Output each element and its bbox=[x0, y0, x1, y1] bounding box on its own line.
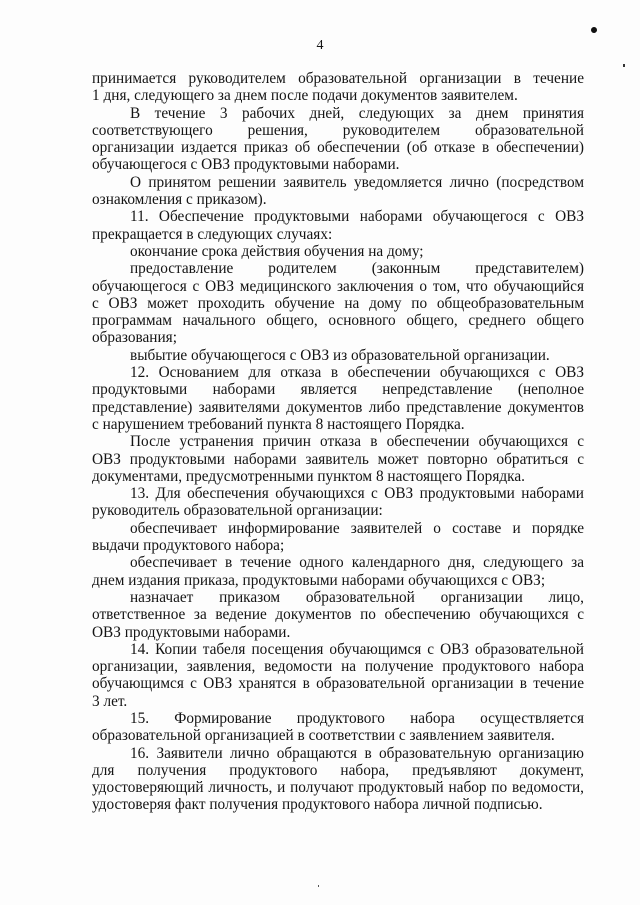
text-line: представление) заявителями документов либо представление документов bbox=[92, 398, 584, 416]
text-line: 1 дня, следующего за днем после подачи документов заявителем. bbox=[92, 87, 518, 105]
text-line: 14. Копии табеля посещения обучающимся с ОВЗ образовательной bbox=[130, 640, 584, 658]
text-line: назначает приказом образовательной организации лицо, bbox=[130, 588, 584, 606]
text-line: ответственное за ведение документов по обеспечению обучающихся с bbox=[92, 606, 584, 624]
text-line: В течение 3 рабочих дней, следующих за днем принятия bbox=[130, 104, 584, 122]
text-line: окончание срока действия обучения на дому; bbox=[130, 242, 424, 260]
text-line: предоставление родителем (законным представителем) bbox=[130, 260, 584, 278]
text-line: образования; bbox=[92, 329, 177, 347]
text-line: обеспечивает в течение одного календарного дня, следующего за bbox=[130, 554, 584, 572]
text-line: днем издания приказа, продуктовыми наборами обучающихся с ОВЗ; bbox=[92, 571, 546, 589]
text-line: О принятом решении заявитель уведомляется лично (посредством bbox=[130, 173, 584, 191]
text-line: с нарушением требований пункта 8 настоящего Порядка. bbox=[92, 415, 465, 433]
text-line: ознакомления с приказом). bbox=[92, 191, 267, 209]
page-number: 4 bbox=[316, 38, 324, 53]
text-line: организации издается приказ об обеспечении (об отказе в обеспечении) bbox=[92, 139, 584, 157]
text-line: руководитель образовательной организации: bbox=[92, 502, 383, 520]
text-line: ОВЗ продуктовыми наборами заявитель может повторно обратиться с bbox=[92, 450, 584, 468]
text-line: 16. Заявители лично обращаются в образовательную организацию bbox=[130, 744, 584, 762]
scan-mark bbox=[590, 26, 598, 34]
text-line: 11. Обеспечение продуктовыми наборами обучающегося с ОВЗ bbox=[130, 208, 584, 226]
text-line: обучающегося с ОВЗ медицинского заключения о том, что обучающийся bbox=[92, 277, 584, 295]
text-line: 3 лет. bbox=[92, 692, 128, 710]
text-line: удостоверяющий личность, и получают продуктовый набор по ведомости, bbox=[92, 779, 584, 797]
text-line: удостоверяя факт получения продуктового набора личной подписью. bbox=[92, 796, 543, 814]
scan-speck-bottom bbox=[318, 885, 319, 887]
text-line: обучающегося с ОВЗ продуктовыми наборами. bbox=[92, 156, 400, 174]
text-line: выбытие обучающегося с ОВЗ из образовательной организации. bbox=[130, 346, 550, 364]
text-line: с ОВЗ может проходить обучение на дому по общеобразовательным bbox=[92, 294, 584, 312]
text-line: организации, заявления, ведомости на получение продуктового набора bbox=[92, 658, 584, 676]
text-line: 13. Для обеспечения обучающихся с ОВЗ продуктовыми наборами bbox=[130, 485, 584, 503]
text-line: 12. Основанием для отказа в обеспечении обучающихся с ОВЗ bbox=[130, 364, 584, 382]
text-line: принимается руководителем образовательной организации в течение bbox=[92, 70, 584, 87]
text-line: образовательной организацией в соответствии с заявлением заявителя. bbox=[92, 727, 555, 745]
text-line: программам начального общего, основного общего, среднего общего bbox=[92, 312, 584, 330]
text-line: выдачи продуктового набора; bbox=[92, 537, 285, 555]
text-line: документами, предусмотренными пунктом 8 настоящего Порядка. bbox=[92, 467, 525, 485]
text-line: соответствующего решения, руководителем образовательной bbox=[92, 121, 584, 139]
text-line: прекращается в следующих случаях: bbox=[92, 225, 333, 243]
text-line: продуктовыми наборами является непредставление (неполное bbox=[92, 381, 584, 399]
scan-speck bbox=[623, 64, 625, 67]
document-body bbox=[92, 70, 584, 814]
text-line: ОВЗ продуктовыми наборами. bbox=[92, 623, 291, 641]
text-line: После устранения причин отказа в обеспечении обучающихся с bbox=[130, 433, 584, 451]
text-line: 15. Формирование продуктового набора осуществляется bbox=[130, 709, 584, 727]
text-line: обучающимся с ОВЗ хранятся в образовательной организации в течение bbox=[92, 675, 584, 693]
text-line: обеспечивает информирование заявителей о составе и порядке bbox=[130, 519, 584, 537]
text-line: для получения продуктового набора, предъявляют документ, bbox=[92, 761, 584, 779]
